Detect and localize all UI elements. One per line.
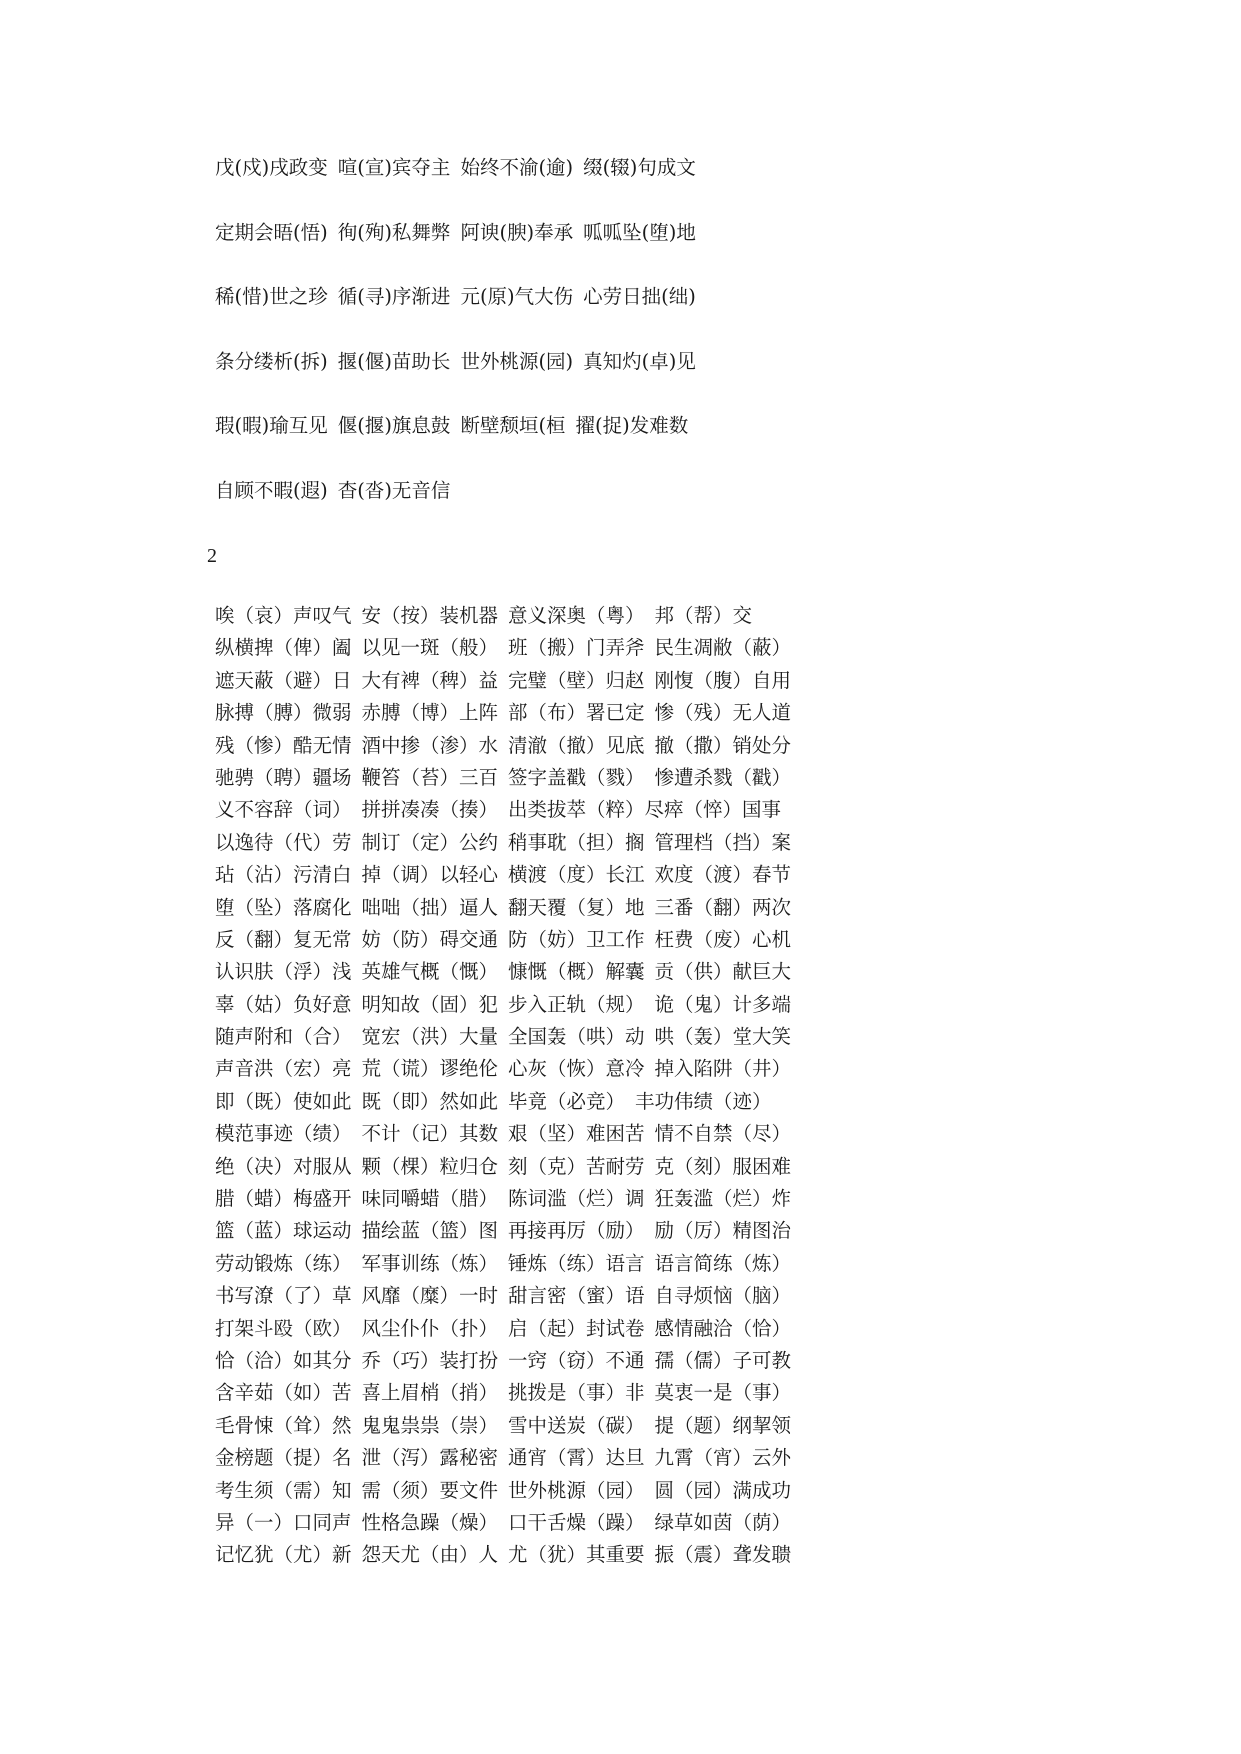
idiom-entry: 振（震）聋发聩 <box>654 1543 792 1567</box>
idiom-entry: 横渡（度）长江 <box>508 863 645 887</box>
idiom-entry: 稀(惜)世之珍 <box>215 285 328 308</box>
idiom-entry: 性格急躁（燥） <box>361 1510 499 1534</box>
idiom-entry: 自寻烦恼（脑） <box>654 1284 792 1308</box>
idiom-entry: 惨（残）无人道 <box>654 701 792 725</box>
idiom-entry: 唉（哀）声叹气 <box>215 604 352 627</box>
idiom-entry: 阿谀(腴)奉承 <box>460 220 574 244</box>
idiom-entry: 毕竟（必竞） <box>508 1089 626 1113</box>
idiom-entry: 孺（儒）子可教 <box>654 1348 792 1372</box>
idiom-entry: 以逸待（代）劳 <box>215 830 352 854</box>
idiom-entry: 签字盖戳（戮） <box>508 765 645 789</box>
idiom-entry: 一窍（窃）不通 <box>508 1348 645 1372</box>
idiom-entry: 鬼鬼祟祟（崇） <box>361 1413 499 1437</box>
idiom-entry: 定期会晤(悟) <box>215 220 328 244</box>
idiom-entry: 宽宏（洪）大量 <box>361 1025 499 1049</box>
text-line <box>215 1410 1135 1442</box>
idiom-entry: 掉（调）以轻心 <box>361 863 499 887</box>
idiom-entry: 描绘蓝（篮）图 <box>361 1219 499 1243</box>
idiom-entry: 贡（供）献巨大 <box>654 960 792 984</box>
idiom-entry: 翻天覆（复）地 <box>508 895 645 919</box>
idiom-entry: 安（按）装机器 <box>361 604 499 627</box>
idiom-entry: 怨天尤（由）人 <box>361 1543 499 1567</box>
idiom-entry: 意义深奥（粤） <box>508 604 645 627</box>
idiom-entry: 杳(沓)无音信 <box>337 478 451 502</box>
idiom-entry: 感情融洽（恰） <box>654 1316 792 1340</box>
text-line <box>215 346 1115 411</box>
text-line <box>215 1053 1135 1085</box>
idiom-entry: 徇(殉)私舞弊 <box>337 220 451 244</box>
text-line <box>215 1248 1135 1280</box>
idiom-entry: 撤（撒）销处分 <box>654 733 792 757</box>
idiom-entry: 味同嚼蜡（腊） <box>361 1187 499 1211</box>
idiom-entry: 赤膊（博）上阵 <box>361 701 499 725</box>
text-line <box>215 827 1135 859</box>
idiom-entry: 记忆犹（尤）新 <box>215 1543 352 1567</box>
idiom-entry: 缀(辍)句成文 <box>583 156 696 179</box>
idiom-entry: 拼拼凑凑（揍） <box>361 798 499 822</box>
text-line <box>215 989 1135 1021</box>
idiom-entry: 不计（记）其数 <box>361 1122 499 1146</box>
text-line <box>215 1183 1135 1215</box>
idiom-entry: 惨遭杀戮（戳） <box>654 765 792 789</box>
idiom-entry: 异（一）口同声 <box>215 1510 352 1534</box>
idiom-entry: 腊（蜡）梅盛开 <box>215 1187 352 1211</box>
idiom-entry: 刻（克）苦耐劳 <box>508 1154 645 1178</box>
idiom-entry: 既（即）然如此 <box>361 1089 499 1113</box>
idiom-entry: 刚愎（腹）自用 <box>654 668 792 692</box>
idiom-entry: 三番（翻）两次 <box>654 895 792 919</box>
text-line <box>215 1280 1135 1312</box>
idiom-entry: 真知灼(卓)见 <box>583 349 696 373</box>
idiom-entry: 诡（鬼）计多端 <box>654 992 792 1016</box>
idiom-entry: 甜言密（蜜）语 <box>508 1284 645 1308</box>
idiom-entry: 绿草如茵（荫） <box>654 1510 792 1534</box>
text-line <box>215 217 1115 282</box>
idiom-entry: 部（布）署已定 <box>508 701 645 725</box>
idiom-list-section-1 <box>215 152 1115 539</box>
idiom-entry: 稍事耽（担）搁 <box>508 830 645 854</box>
idiom-entry: 模范事迹（绩） <box>215 1122 352 1146</box>
idiom-entry: 出类拔萃（粹）尽瘁（悴）国事 <box>508 798 782 822</box>
text-line <box>215 600 1135 632</box>
idiom-entry: 清澈（撤）见底 <box>508 733 645 757</box>
idiom-entry: 班（搬）门弄斧 <box>508 636 645 660</box>
idiom-entry: 擢(捉)发难数 <box>575 414 689 437</box>
idiom-entry: 莫衷一是（事） <box>654 1381 792 1405</box>
text-line <box>215 665 1135 697</box>
idiom-entry: 口干舌燥（躁） <box>508 1510 645 1534</box>
idiom-entry: 军事训练（炼） <box>361 1251 499 1275</box>
idiom-entry: 绝（决）对服从 <box>215 1154 352 1178</box>
idiom-entry: 呱呱坠(堕)地 <box>583 220 696 244</box>
idiom-entry: 妨（防）碍交通 <box>361 927 499 951</box>
text-line <box>215 632 1135 664</box>
text-line <box>215 794 1135 826</box>
idiom-entry: 自顾不暇(遐) <box>215 478 328 502</box>
idiom-entry: 考生须（需）知 <box>215 1478 352 1502</box>
idiom-entry: 循(寻)序渐进 <box>337 285 451 308</box>
text-line <box>215 1086 1135 1118</box>
idiom-entry: 书写潦（了）草 <box>215 1284 352 1308</box>
text-line <box>215 924 1135 956</box>
idiom-entry: 锤炼（练）语言 <box>508 1251 645 1275</box>
idiom-entry: 元(原)气大伤 <box>460 285 574 308</box>
text-line <box>215 697 1135 729</box>
text-line <box>215 1118 1135 1150</box>
text-line <box>215 1507 1135 1539</box>
idiom-entry: 瑕(暇)瑜互见 <box>215 414 328 437</box>
idiom-entry: 荒（谎）谬绝伦 <box>361 1057 499 1081</box>
idiom-entry: 邦（帮）交 <box>654 604 753 627</box>
idiom-entry: 毛骨悚（耸）然 <box>215 1413 352 1437</box>
idiom-entry: 大有裨（稗）益 <box>361 668 499 692</box>
text-line <box>215 730 1135 762</box>
idiom-entry: 颗（棵）粒归仓 <box>361 1154 499 1178</box>
idiom-entry: 鞭笞（苔）三百 <box>361 765 499 789</box>
idiom-entry: 酒中掺（渗）水 <box>361 733 499 757</box>
text-line <box>215 281 1115 346</box>
text-line <box>215 1345 1135 1377</box>
idiom-entry: 驰骋（聘）疆场 <box>215 765 352 789</box>
idiom-entry: 情不自禁（尽） <box>654 1122 792 1146</box>
section-number: 2 <box>207 545 217 567</box>
idiom-entry: 心劳日拙(绌) <box>583 285 696 308</box>
text-line <box>215 956 1135 988</box>
idiom-entry: 枉费（废）心机 <box>654 927 792 951</box>
idiom-entry: 尤（犹）其重要 <box>508 1543 645 1567</box>
idiom-entry: 全国轰（哄）动 <box>508 1025 645 1049</box>
idiom-entry: 完璧（壁）归赵 <box>508 668 645 692</box>
text-line <box>215 1539 1135 1571</box>
idiom-entry: 心灰（恢）意冷 <box>508 1057 645 1081</box>
idiom-entry: 狂轰滥（烂）炸 <box>654 1187 792 1211</box>
idiom-entry: 喜上眉梢（捎） <box>361 1381 499 1405</box>
idiom-entry: 哄（轰）堂大笑 <box>654 1025 792 1049</box>
idiom-entry: 民生凋敝（蔽） <box>654 636 792 660</box>
idiom-entry: 泄（泻）露秘密 <box>361 1446 499 1470</box>
idiom-entry: 断壁颓垣(桓 <box>460 414 566 437</box>
idiom-entry: 世外桃源（园） <box>508 1478 645 1502</box>
text-line <box>215 762 1135 794</box>
idiom-entry: 义不容辞（词） <box>215 798 352 822</box>
idiom-entry: 偃(揠)旗息鼓 <box>337 414 451 437</box>
idiom-entry: 制订（定）公约 <box>361 830 499 854</box>
idiom-entry: 再接再厉（励） <box>508 1219 645 1243</box>
idiom-entry: 明知故（固）犯 <box>361 992 499 1016</box>
text-line <box>215 1475 1135 1507</box>
text-line <box>215 859 1135 891</box>
idiom-entry: 防（妨）卫工作 <box>508 927 645 951</box>
text-line <box>215 410 1115 475</box>
idiom-entry: 管理档（挡）案 <box>654 830 792 854</box>
idiom-entry: 认识肤（浮）浅 <box>215 960 352 984</box>
text-line <box>215 1313 1135 1345</box>
idiom-entry: 含辛茹（如）苦 <box>215 1381 352 1405</box>
idiom-entry: 步入正轨（规） <box>508 992 645 1016</box>
idiom-entry: 声音洪（宏）亮 <box>215 1057 352 1081</box>
idiom-entry: 劳动锻炼（练） <box>215 1251 352 1275</box>
text-line <box>215 1215 1135 1247</box>
idiom-entry: 始终不渝(逾) <box>460 156 574 179</box>
idiom-entry: 克（刻）服困难 <box>654 1154 792 1178</box>
idiom-entry: 风靡（糜）一时 <box>361 1284 499 1308</box>
idiom-entry: 咄咄（拙）逼人 <box>361 895 499 919</box>
idiom-entry: 世外桃源(园) <box>460 349 574 373</box>
idiom-entry: 励（厉）精图治 <box>654 1219 792 1243</box>
idiom-entry: 纵横捭（俾）阖 <box>215 636 352 660</box>
idiom-entry: 九霄（宵）云外 <box>654 1446 792 1470</box>
idiom-entry: 艰（坚）难困苦 <box>508 1122 645 1146</box>
idiom-entry: 提（题）纲挈领 <box>654 1413 792 1437</box>
idiom-entry: 辜（姑）负好意 <box>215 992 352 1016</box>
idiom-entry: 启（起）封试卷 <box>508 1316 645 1340</box>
text-line <box>215 1151 1135 1183</box>
idiom-entry: 以见一斑（般） <box>361 636 499 660</box>
idiom-entry: 金榜题（提）名 <box>215 1446 352 1470</box>
idiom-entry: 欢度（渡）春节 <box>654 863 792 887</box>
idiom-entry: 丰功伟绩（迹） <box>635 1089 772 1113</box>
idiom-entry: 陈词滥（烂）调 <box>508 1187 645 1211</box>
idiom-list-section-2 <box>215 600 1135 1572</box>
idiom-entry: 语言简练（炼） <box>654 1251 792 1275</box>
idiom-entry: 恰（洽）如其分 <box>215 1348 352 1372</box>
idiom-entry: 随声附和（合） <box>215 1025 352 1049</box>
idiom-entry: 通宵（霄）达旦 <box>508 1446 645 1470</box>
idiom-entry: 慷慨（概）解囊 <box>508 960 645 984</box>
idiom-entry: 风尘仆仆（扑） <box>361 1316 499 1340</box>
idiom-entry: 圆（园）满成功 <box>654 1478 792 1502</box>
idiom-entry: 揠(偃)苗助长 <box>337 349 451 373</box>
idiom-entry: 喧(宣)宾夺主 <box>337 156 451 179</box>
idiom-entry: 乔（巧）装打扮 <box>361 1348 499 1372</box>
idiom-entry: 篮（蓝）球运动 <box>215 1219 352 1243</box>
idiom-entry: 反（翻）复无常 <box>215 927 352 951</box>
idiom-entry: 脉搏（膊）微弱 <box>215 701 352 725</box>
text-line <box>215 1021 1135 1053</box>
idiom-entry: 堕（坠）落腐化 <box>215 895 352 919</box>
text-line <box>215 152 1115 217</box>
idiom-entry: 残（惨）酷无情 <box>215 733 352 757</box>
text-line <box>215 892 1135 924</box>
idiom-entry: 打架斗殴（欧） <box>215 1316 352 1340</box>
idiom-entry: 英雄气概（慨） <box>361 960 499 984</box>
idiom-entry: 挑拨是（事）非 <box>508 1381 645 1405</box>
text-line <box>215 475 1115 540</box>
idiom-entry: 戊(戍)戌政变 <box>215 156 328 179</box>
idiom-entry: 玷（沾）污清白 <box>215 863 352 887</box>
idiom-entry: 雪中送炭（碳） <box>508 1413 645 1437</box>
text-line <box>215 1442 1135 1474</box>
idiom-entry: 条分缕析(拆) <box>215 349 328 373</box>
idiom-entry: 遮天蔽（避）日 <box>215 668 352 692</box>
text-line <box>215 1377 1135 1409</box>
idiom-entry: 即（既）使如此 <box>215 1089 352 1113</box>
idiom-entry: 需（须）要文件 <box>361 1478 499 1502</box>
idiom-entry: 掉入陷阱（井） <box>654 1057 792 1081</box>
